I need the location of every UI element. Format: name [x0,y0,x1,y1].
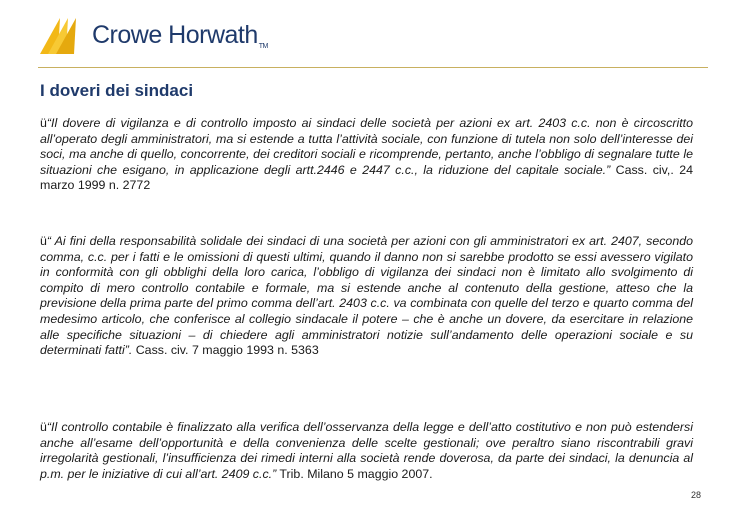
header-divider [38,67,708,68]
check-bullet-icon: ü [40,234,47,248]
check-bullet-icon: ü [40,116,47,130]
quote-source: Trib. Milano 5 maggio 2007. [276,466,433,481]
quote-text: “Il controllo contabile è finalizzato alla verifica dell’osservanza della legge e dell’atto costitutivo e non può estendersi anche all’esame dell’opportunità e della convenienza delle scelte gestionali; ove peraltro siano riscontrabili gravi irregolarità gestionali, l’insufficienza dei rimedi interni alla società rende doverosa, da parte dei sindaci, la denuncia al p.m. per le iniziative di cui all’art. 2409 c.c.” [40,420,693,481]
quote-source: Cass. civ. 7 maggio 1993 n. 5363 [132,343,319,358]
page-number: 28 [691,490,702,500]
quote-paragraph-2 [40,234,693,359]
check-bullet-icon: ü [40,420,47,434]
quote-paragraph-1 [40,116,693,194]
quote-text: “ Ai fini della responsabilità solidale dei sindaci di una società per azioni con gli amministratori ex art. 2407, secondo comma, c.c. per i fatti e le omissioni di questi ultimi, quando il danno non si sarebbe prodotto se essi avessero vigilato in conformità con gli obblighi della loro carica, l’obbligo di vigilanza dei sindaci non è limitato allo svolgimento di compito di mero controllo contabile e formale, ma si estende anche al contenuto della gestione, atteso che la previsione della prima parte del primo comma dell’art. 2403 c.c. va combinata con quelle del terzo e quarto comma del medesimo articolo, che conferisce al collegio sindacale il potere – che è anche un dovere, da esercitare in relazione alle specifiche situazioni – di chiedere agli amministratori notizie sull’andamento delle operazioni sociale e su determinati fatti”. [40,234,693,358]
logo-wordmark: Crowe HorwathTM [92,21,268,50]
quote-source: Cass. civ,. 24 marzo 1999 n. 2772 [40,162,694,193]
crowe-horwath-logo [38,14,268,56]
logo-triangles-icon [38,14,82,56]
quote-paragraph-3 [40,420,693,482]
page-title: I doveri dei sindaci [40,81,194,100]
quote-text: “Il dovere di vigilanza e di controllo imposto ai sindaci delle società per azioni ex art. 2403 c.c. non è circoscritto all’operato degli amministratori, ma si estende a tutta l’attività sociale, con funzione di tutela non solo dell’interesse dei soci, ma anche di quello, concorrente, dei creditori sociali e ricomprende, pertanto, anche l’obbligo di segnalare tutte le situazioni che esigano, in applicazione degli artt.2446 e 2447 c.c., la riduzione del capitale sociale.” [40,116,693,177]
